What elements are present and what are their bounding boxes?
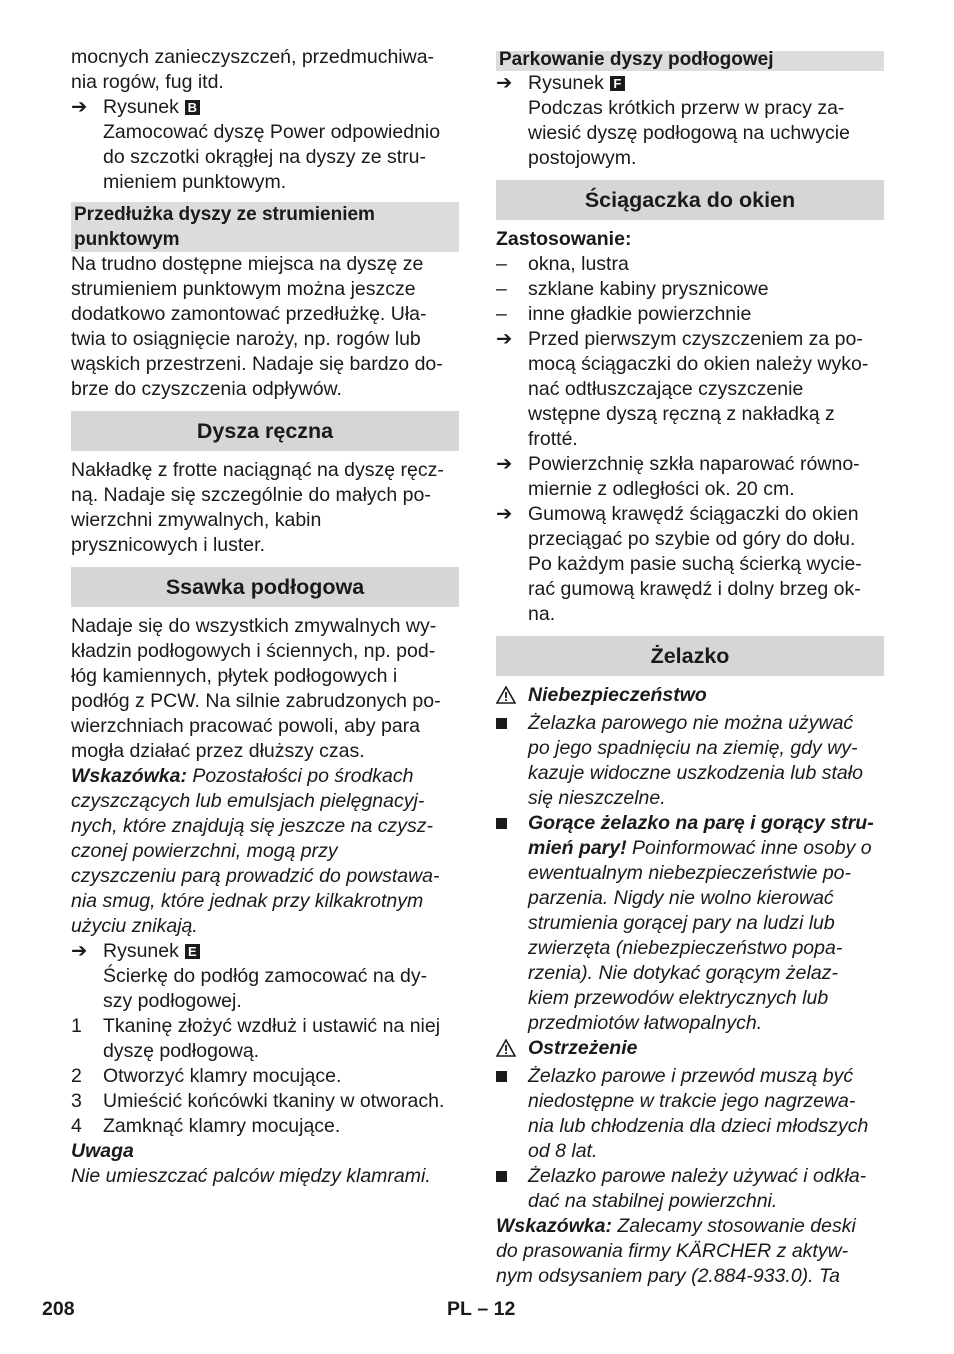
- subheading-extension: Przedłużka dyszy ze strumieniem punktowym: [71, 202, 459, 252]
- note-text: Nie umieszczać palców między klamrami.: [71, 1165, 431, 1187]
- right-column: [496, 45, 884, 1289]
- step-item: 2 Otworzyć klamry mocujące.: [71, 1065, 342, 1087]
- step-item: 1 Tkaninę złożyć wzdłuż i ustawić na niej dyszę podłogową.: [71, 1015, 441, 1062]
- arrow-icon: ➔: [71, 96, 88, 118]
- arrow-icon: ➔: [496, 72, 513, 94]
- warning-triangle-icon: [496, 1036, 528, 1064]
- danger-item: Gorące żelazko na parę i gorący stru- mień pary! Poinformować inne osoby o ewentualnym niebezpieczeństwie po- parzenia. Nigdy nie wolno kierować strumienia gorącej pary na ludzi lub zwierzęta (niebezpieczeństwo popa- rzenia). Nie dotykać gorącym żelaz- kiem przewodów elektrycznych lub przedmiotów łatwopalnych.: [496, 811, 884, 1036]
- note-label: Uwaga: [71, 1140, 134, 1162]
- left-column: [71, 45, 459, 1189]
- warning-item: Żelazko parowe należy używać i odkła- dać na stabilnej powierzchni.: [496, 1164, 884, 1214]
- extension-text: Na trudno dostępne miejsca na dyszę ze strumieniem punktowym można jeszcze dodatkowo zamontować przedłużkę. Uła- twia to osiągnięcie naroży, np. rogów lub wąskich przestrzeni. Nadaje się bardzo do- brze do czyszczenia odpływów.: [71, 253, 443, 400]
- window-step: ➔ Gumową krawędź ściągaczki do okien przeciągać po szybie od góry do dołu. Po każdym pasie suchą ścierką wycie- rać gumową krawędź i dolny brzeg ok- na.: [496, 503, 862, 625]
- figure-letter-badge: F: [610, 76, 625, 91]
- warning-item: Żelazko parowe i przewód muszą być niedostępne w trakcie jego nagrzewa- nia lub chłodzenia dla dzieci młodszych od 8 lat.: [496, 1064, 884, 1164]
- warning-label: Ostrzeżenie: [496, 1036, 884, 1064]
- arrow-icon: ➔: [496, 328, 513, 350]
- subheading-parking: Parkowanie dyszy podłogowej: [496, 51, 884, 71]
- floor-nozzle-text: Nadaje się do wszystkich zmywalnych wy- kładzin podłogowych i ściennych, np. pod- łóg kamiennych, płytek podłogowych i podłóg z PCW. Na silnie zabrudzonych po- wierzchniach pracować powoli, aby para mogła działać przez dłuższy czas.: [71, 615, 441, 762]
- step-item: 3 Umieścić końcówki tkaniny w otworach.: [71, 1090, 445, 1112]
- arrow-icon: ➔: [71, 940, 88, 962]
- figure-f-text: Podczas krótkich przerw w pracy za- wiesić dyszę podłogową na uchwycie postojowym.: [528, 97, 850, 169]
- intro-text: mocnych zanieczyszczeń, przedmuchiwa- nia rogów, fug itd.: [71, 46, 435, 93]
- step-item: 4 Zamknąć klamry mocujące.: [71, 1115, 341, 1137]
- page-section-label: PL – 12: [447, 1298, 516, 1320]
- figure-f-ref: ➔ Rysunek F: [496, 71, 884, 96]
- usage-item: – okna, lustra: [496, 253, 629, 275]
- figure-letter-badge: E: [185, 944, 200, 959]
- section-heading-iron: Żelazko: [496, 636, 884, 676]
- figure-b-text: Zamocować dyszę Power odpowiednio do szczotki okrągłej na dyszy ze stru- mieniem punktowym.: [103, 121, 441, 193]
- warning-triangle-icon: [496, 683, 528, 711]
- bullet-square-icon: [496, 1171, 507, 1182]
- hint-note: Wskazówka: Pozostałości po środkach czyszczących lub emulsjach pielęgnacyj- nych, które znajdują się jeszcze na czysz- czonej powierzchni, mogą przy czyszczeniu parą prowadzić do powstawa- nia smug, które jednak przy kilkakrotnym użyciu znikają.: [71, 765, 440, 937]
- bullet-square-icon: [496, 1071, 507, 1082]
- section-heading-hand-nozzle: Dysza ręczna: [71, 411, 459, 451]
- section-heading-floor-nozzle: Ssawka podłogowa: [71, 567, 459, 607]
- bullet-square-icon: [496, 818, 507, 829]
- danger-item: Żelazka parowego nie można używać po jego spadnięciu na ziemię, gdy wy- kazuje widoczne uszkodzenia lub stało się nieszczelne.: [496, 711, 884, 811]
- bullet-square-icon: [496, 718, 507, 729]
- usage-label: Zastosowanie:: [496, 228, 632, 250]
- figure-e-ref: ➔ Rysunek E: [71, 939, 459, 964]
- usage-item: – szklane kabiny prysznicowe: [496, 278, 769, 300]
- figure-b-ref: ➔ Rysunek B: [71, 95, 459, 120]
- page-number: 208: [42, 1298, 75, 1320]
- hand-nozzle-text: Nakładkę z frotte naciągnąć na dyszę ręcz- ną. Nadaje się szczególnie do małych po- wierzchni zmywalnych, kabin prysznicowych i luster.: [71, 459, 444, 556]
- usage-item: – inne gładkie powierzchnie: [496, 303, 752, 325]
- danger-label: Niebezpieczeństwo: [496, 683, 884, 711]
- window-step: ➔ Powierzchnię szkła naparować równo- miernie z odległości ok. 20 cm.: [496, 453, 860, 500]
- section-heading-window-squeegee: Ściągaczka do okien: [496, 180, 884, 220]
- arrow-icon: ➔: [496, 503, 513, 525]
- window-step: ➔ Przed pierwszym czyszczeniem za po- mocą ściągaczki do okien należy wyko- nać odtłuszczające czyszczenie wstępne dyszą ręczną z nakładką z frotté.: [496, 328, 869, 450]
- hint-note: Wskazówka: Zalecamy stosowanie deski do prasowania firmy KÄRCHER z aktyw- nym odsysaniem pary (2.884-933.0). Ta: [496, 1215, 856, 1287]
- figure-e-text: Ścierkę do podłóg zamocować na dy- szy podłogowej.: [103, 965, 428, 1012]
- arrow-icon: ➔: [496, 453, 513, 475]
- figure-letter-badge: B: [185, 100, 200, 115]
